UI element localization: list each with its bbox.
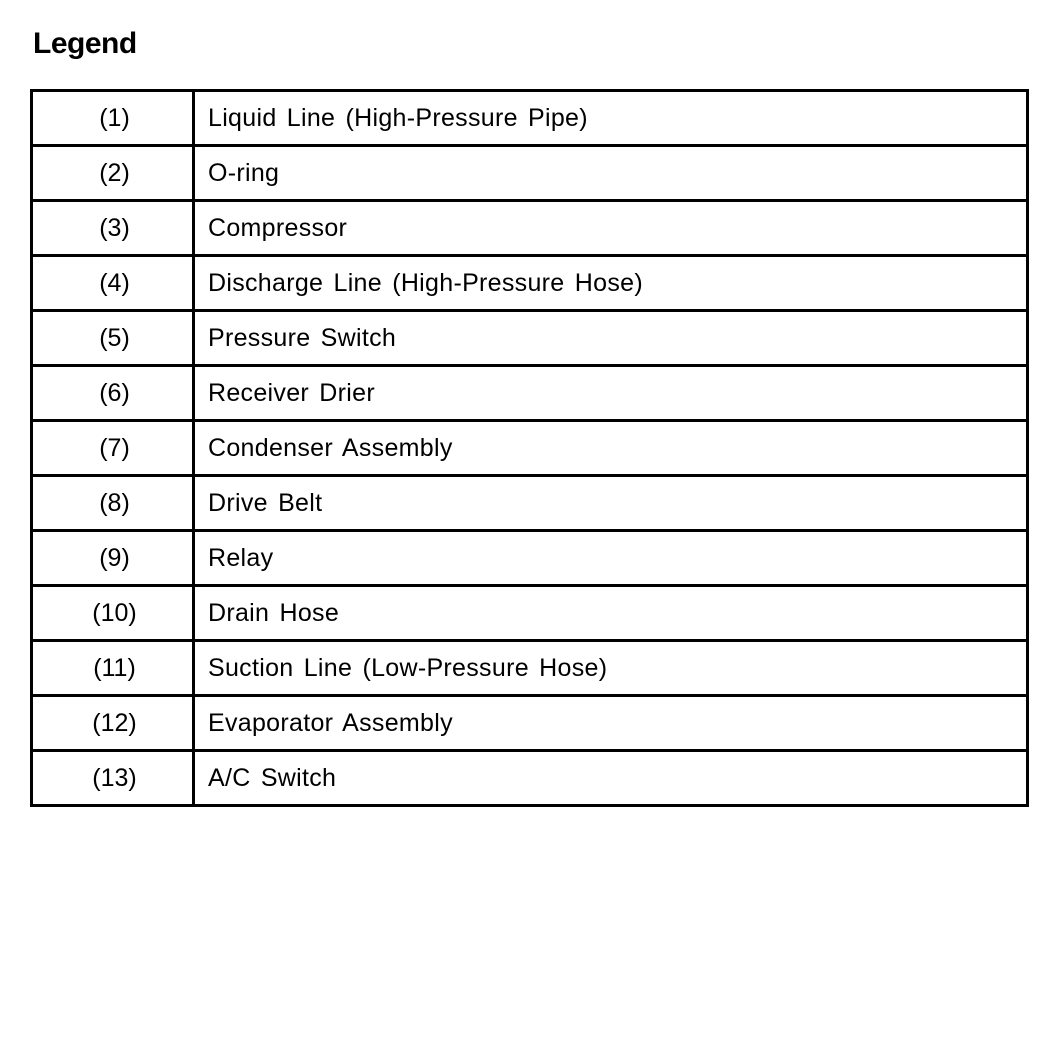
item-description: Evaporator Assembly <box>194 696 1028 751</box>
item-description: A/C Switch <box>194 751 1028 806</box>
item-description: Drive Belt <box>194 476 1028 531</box>
page-title: Legend <box>33 27 137 60</box>
table-row <box>32 256 1028 311</box>
table-row <box>32 696 1028 751</box>
item-number: (3) <box>32 201 194 256</box>
item-number: (1) <box>32 91 194 146</box>
table-row <box>32 311 1028 366</box>
item-number: (10) <box>32 586 194 641</box>
legend-table <box>30 89 1029 807</box>
item-number: (11) <box>32 641 194 696</box>
table-row <box>32 476 1028 531</box>
table-row <box>32 421 1028 476</box>
item-description: O-ring <box>194 146 1028 201</box>
item-number: (6) <box>32 366 194 421</box>
item-number: (7) <box>32 421 194 476</box>
item-number: (4) <box>32 256 194 311</box>
item-number: (8) <box>32 476 194 531</box>
item-description: Drain Hose <box>194 586 1028 641</box>
item-description: Condenser Assembly <box>194 421 1028 476</box>
table-row <box>32 366 1028 421</box>
item-description: Pressure Switch <box>194 311 1028 366</box>
item-description: Suction Line (Low-Pressure Hose) <box>194 641 1028 696</box>
table-row <box>32 146 1028 201</box>
item-description: Liquid Line (High-Pressure Pipe) <box>194 91 1028 146</box>
table-row <box>32 641 1028 696</box>
table-row <box>32 91 1028 146</box>
table-row <box>32 531 1028 586</box>
item-description: Relay <box>194 531 1028 586</box>
item-number: (2) <box>32 146 194 201</box>
legend-table-body <box>32 91 1028 806</box>
table-row <box>32 586 1028 641</box>
item-number: (5) <box>32 311 194 366</box>
item-number: (9) <box>32 531 194 586</box>
item-description: Compressor <box>194 201 1028 256</box>
item-number: (13) <box>32 751 194 806</box>
item-number: (12) <box>32 696 194 751</box>
item-description: Discharge Line (High-Pressure Hose) <box>194 256 1028 311</box>
item-description: Receiver Drier <box>194 366 1028 421</box>
table-row <box>32 201 1028 256</box>
table-row <box>32 751 1028 806</box>
